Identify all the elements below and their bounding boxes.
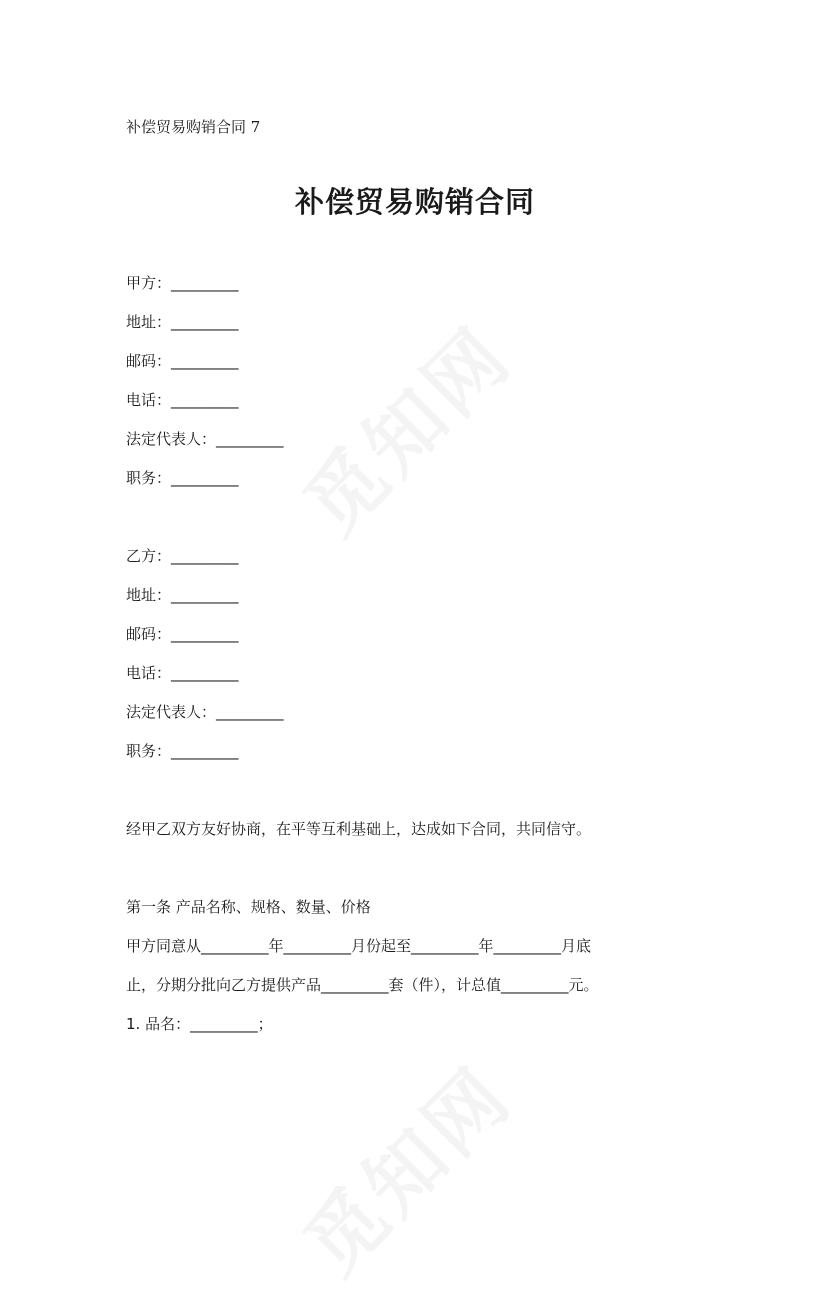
party-b-phone: 电话：_________ bbox=[126, 664, 239, 682]
party-a-position: 职务：_________ bbox=[126, 469, 239, 487]
preamble: 经甲乙双方友好协商，在平等互利基础上，达成如下合同，共同信守。 bbox=[126, 820, 592, 838]
article-1-item-1: 1. 品名：_________； bbox=[126, 1015, 273, 1033]
contract-title: 补偿贸易购销合同 bbox=[294, 185, 535, 219]
watermark-top bbox=[275, 297, 532, 554]
party-a-phone: 电话：_________ bbox=[126, 391, 239, 409]
party-a-label: 甲方：_________ bbox=[126, 274, 239, 292]
document-reference: 补偿贸易购销合同 7 bbox=[126, 118, 261, 136]
article-1-line-1: 甲方同意从_________年_________月份起至_________年_________月底 bbox=[126, 937, 592, 955]
article-1-line-2: 止，分期分批向乙方提供产品_________套（件），计总值_________元。 bbox=[126, 976, 599, 994]
article-1-heading: 第一条 产品名称、规格、数量、价格 bbox=[126, 898, 371, 916]
party-b-label: 乙方：_________ bbox=[126, 547, 239, 565]
party-b-position: 职务：_________ bbox=[126, 742, 239, 760]
party-a-postcode: 邮码：_________ bbox=[126, 352, 239, 370]
party-b-legal-rep: 法定代表人：_________ bbox=[126, 703, 284, 721]
party-b-postcode: 邮码：_________ bbox=[126, 625, 239, 643]
watermark-bottom bbox=[275, 1037, 532, 1294]
party-b-address: 地址：_________ bbox=[126, 586, 239, 604]
party-a-address: 地址：_________ bbox=[126, 313, 239, 331]
party-a-legal-rep: 法定代表人：_________ bbox=[126, 430, 284, 448]
